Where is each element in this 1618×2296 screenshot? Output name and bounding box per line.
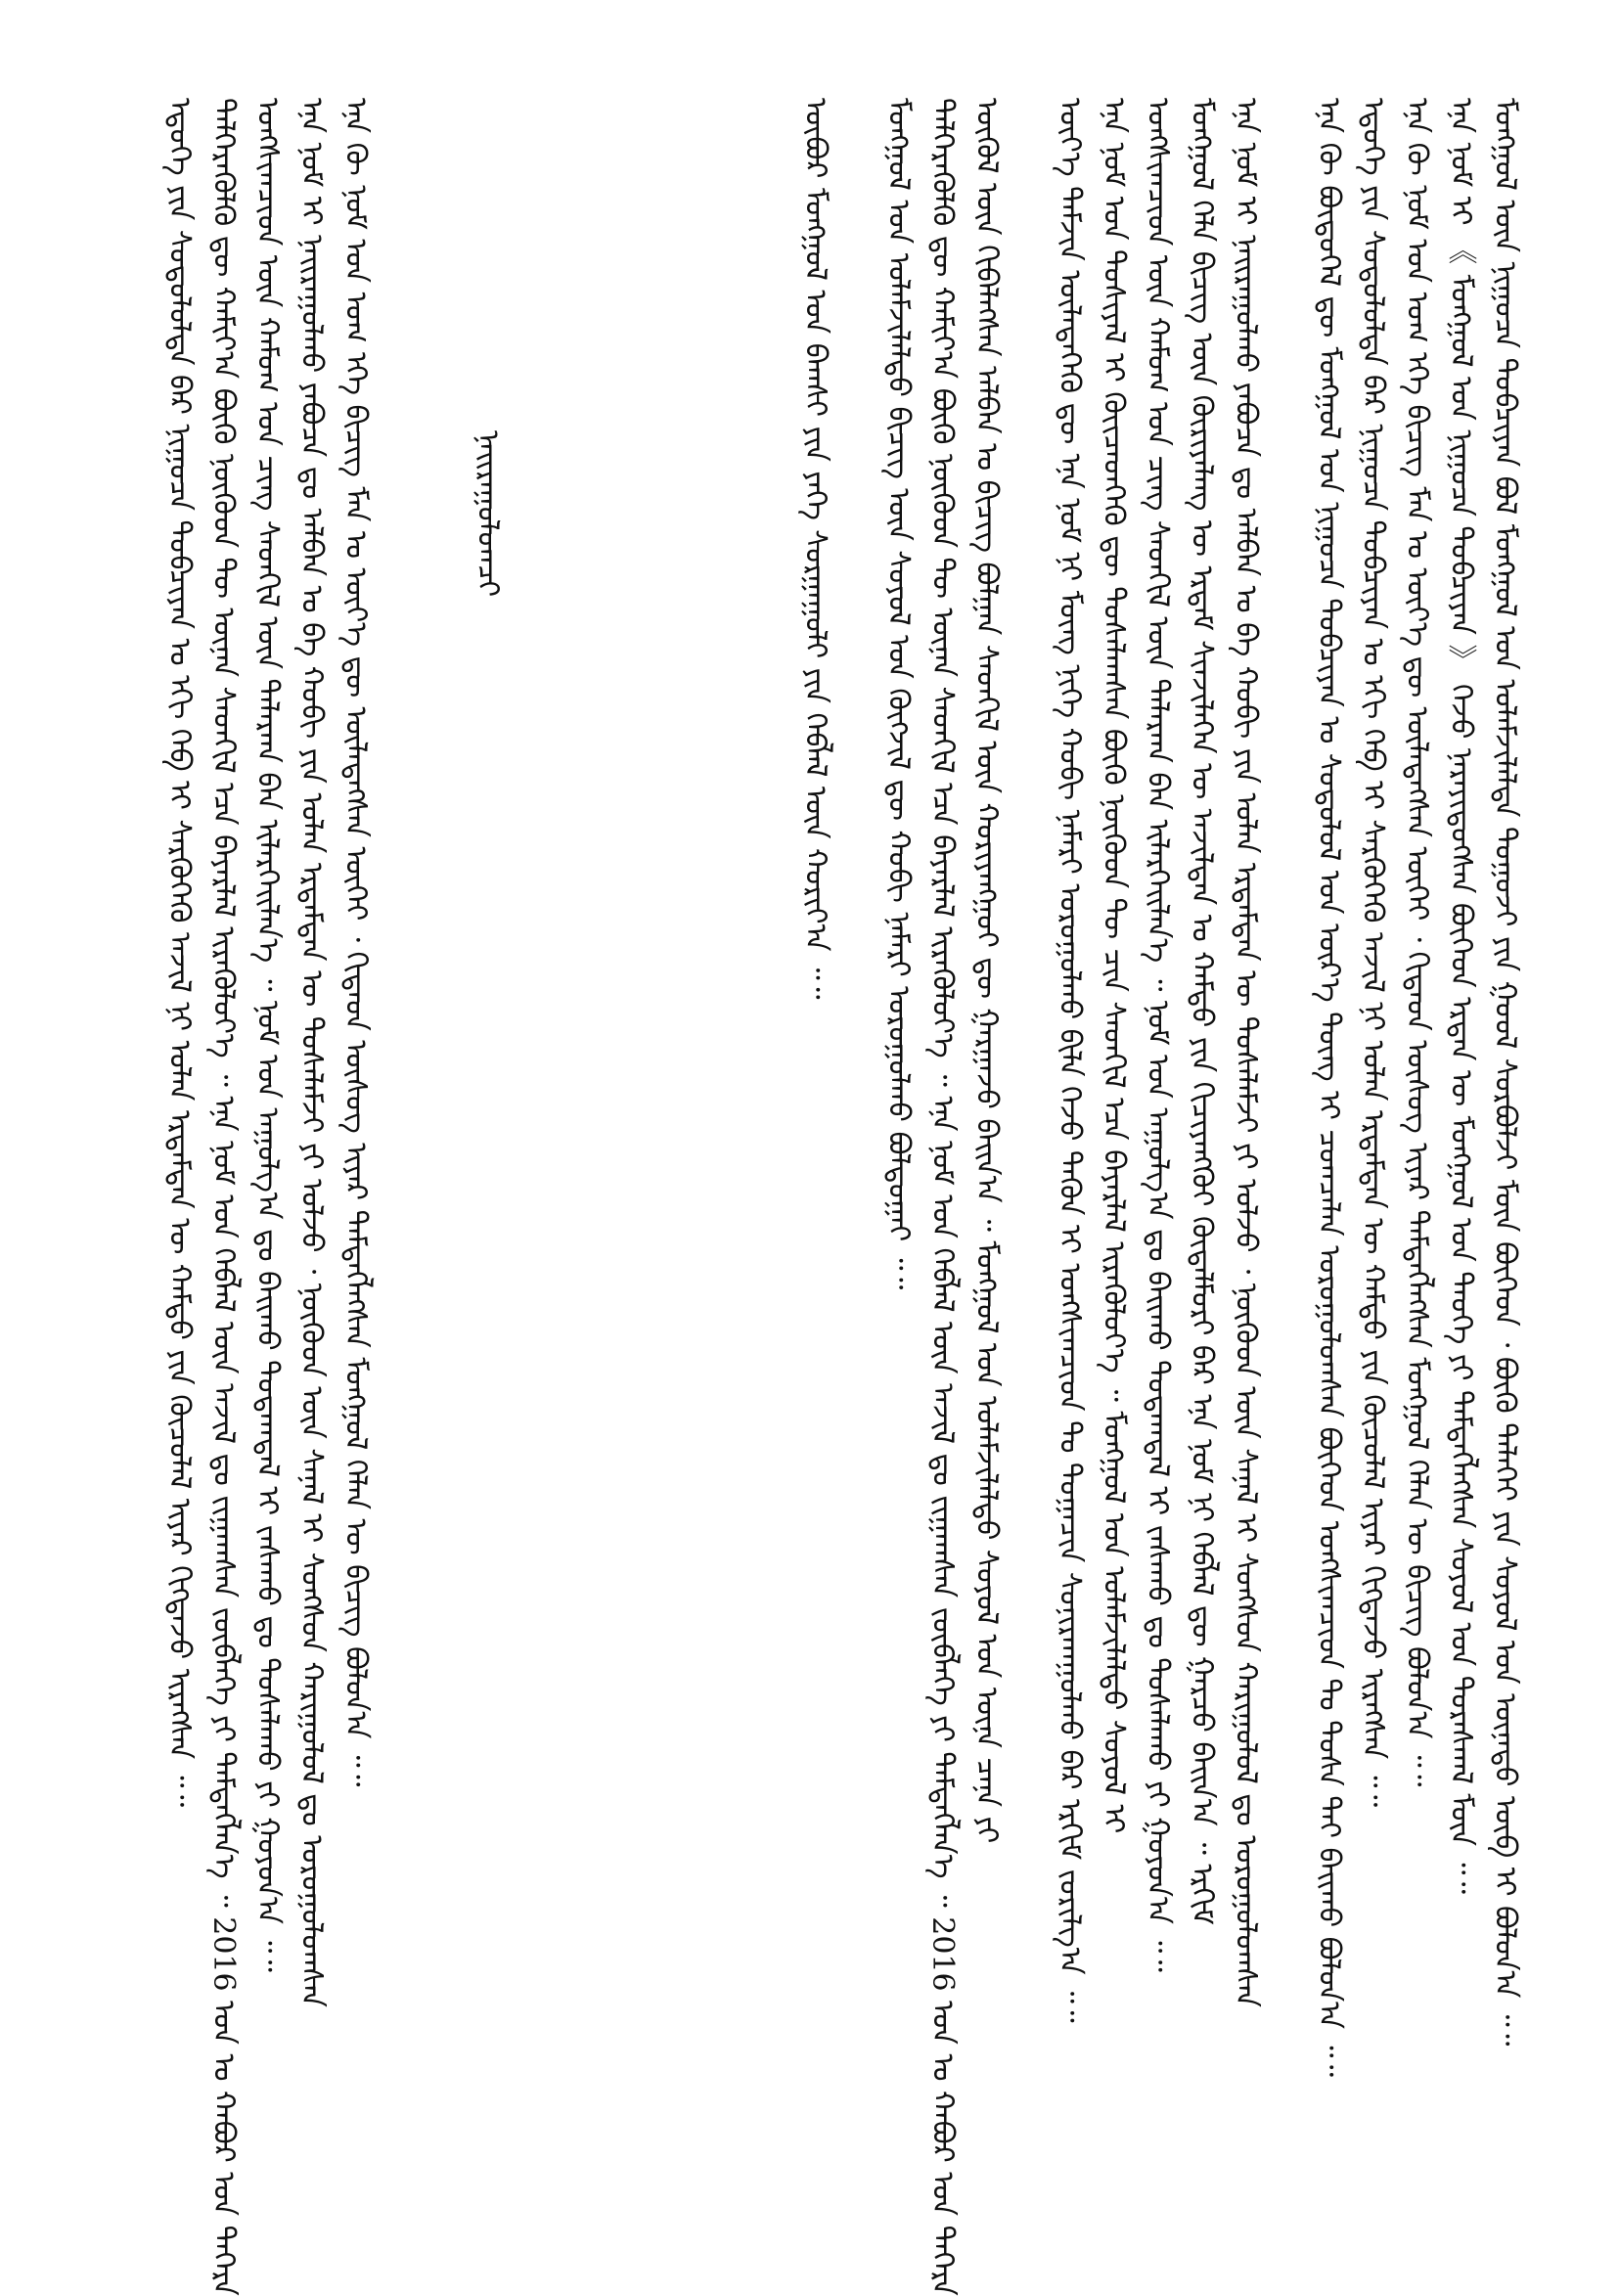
text-column (202, 98, 245, 2296)
text-column (290, 98, 333, 2221)
signature (466, 430, 509, 597)
signature-text: ᠨᠠᠢᠷᠠᠭᠤᠯᠤᠭᠴᠢ (471, 430, 505, 598)
text-column (1048, 98, 1091, 2221)
text-column (965, 98, 1008, 2221)
column-text: ᠤᠩᠰᠢᠭᠴᠢᠳ ᠦᠨ ᠬᠠᠮᠤᠭ ᠤᠨ ᠴᠢᠩ ᠰᠡᠳᠬᠢᠯ ᠦᠨ ᠲᠠᠯᠠᠷᠬᠠ ᠪᠠᠨ ᠢᠯᠡᠷᠬᠡᠢᠯᠡᠨ᠎ᠡ ᠃ ᠨᠣᠮ ᠤᠨ ᠠᠭᠤᠯᠭ᠎ᠠ ᠳᠤ ᠪᠠᠢᠬᠤ ᠳᠤᠲᠠᠭᠳᠠᠯ ᠢ ᠵᠠᠰᠠᠬᠤ ᠳᠤ ᠲᠤᠰᠠᠯᠠᠬᠤ ᠶᠢ ᠭᠤᠶᠤᠨ᠎ᠠ ᠃᠃ (250, 98, 285, 1972)
text-column (1351, 98, 1394, 2221)
text-column (876, 98, 920, 1290)
text-column (1395, 98, 1438, 1787)
column-text: ᠡᠳᠦᠭᠡ ᠶᠢᠨ ᠰᠤᠳᠤᠯᠤᠯᠲᠠ ᠪᠠᠷ ᠨᠢᠭᠤᠴᠠ ᠲᠣᠪᠴᠢᠶᠠᠨ ᠤ ᠡᠬᠢ ᠬᠡᠪ ᠢ ᠰᠡᠷᠭᠦᠭᠡᠬᠦ ᠠᠵᠢᠯ ᠨᠢ ᠣᠯᠠᠨ ᠡᠷᠳᠡᠮᠲᠡᠨ ᠦ ᠬᠠᠮᠲᠤ ᠶᠢᠨ ᠬᠦᠴᠦᠯᠡᠯ ᠢᠶᠡᠷ ᠬᠢᠭᠳᠡᠵᠦ ᠢᠷᠡᠭᠰᠡᠨ ᠃᠃ (1356, 98, 1390, 1808)
column-text: ᠡᠨᠡ ᠬᠦ ᠪᠦᠲᠦᠭᠡᠯ ᠳᠦ ᠮᠣᠩᠭᠣᠯ ᠤᠨ ᠨᠢᠭᠤᠴᠠ ᠲᠣᠪᠴᠢᠶᠠᠨ ᠤ ᠰᠤᠳᠤᠯᠤᠯ ᠤᠨ ᠦᠷ᠎ᠡ ᠳᠦᠩ ᠢ ᠴᠣᠭᠴᠠᠯᠠᠨ ᠣᠷᠤᠭᠤᠯᠤᠭᠰᠠᠨ ᠪᠥᠭᠡᠳ ᠤᠩᠰᠢᠭᠴᠢᠳ ᠲᠤ ᠲᠤᠰᠠ ᠲᠠᠢ ᠪᠠᠢᠬᠤ ᠪᠣᠯᠤᠨ᠎ᠠ ᠃᠃ (1312, 98, 1346, 2078)
column-text: ᠤᠩᠰᠢᠭᠴᠢᠳ ᠦᠨ ᠬᠠᠮᠤᠭ ᠤᠨ ᠴᠢᠩ ᠰᠡᠳᠬᠢᠯ ᠦᠨ ᠲᠠᠯᠠᠷᠬᠠ ᠪᠠᠨ ᠢᠯᠡᠷᠬᠡᠢᠯᠡᠨ᠎ᠡ ᠃ ᠨᠣᠮ ᠤᠨ ᠠᠭᠤᠯᠭ᠎ᠠ ᠳᠤ ᠪᠠᠢᠬᠤ ᠳᠤᠲᠠᠭᠳᠠᠯ ᠢ ᠵᠠᠰᠠᠬᠤ ᠳᠤ ᠲᠤᠰᠠᠯᠠᠬᠤ ᠶᠢ ᠭᠤᠶᠤᠨ᠎ᠠ ᠃᠃ (1141, 98, 1175, 1972)
column-text: ᠡᠨᠡ ᠨᠣᠮ ᠢ ᠨᠠᠢᠷᠠᠭᠤᠯᠬᠤ ᠶᠠᠪᠤᠴᠠ ᠳᠤ ᠠᠯᠪᠠᠨ ᠤ ᠪᠠ ᠬᠤᠪᠢ ᠶᠢᠨ ᠣᠯᠠᠨ ᠡᠷᠳᠡᠮᠲᠡᠨ ᠦ ᠲᠤᠰᠠᠯᠠᠮᠵᠢ ᠶᠢ ᠣᠯᠵᠤ ᠂ ᠨᠥᠬᠦᠳ ᠦᠨ ᠰᠠᠨᠠᠯ ᠢ ᠰᠣᠩᠰᠤᠨ ᠬᠠᠷᠢᠭᠤᠯᠤᠯ ᠳᠤ ᠣᠷᠤᠭᠤᠯᠤᠭᠰᠠᠨ (294, 98, 329, 2007)
column-text: ᠮᠣᠩᠭᠣᠯ ᠦᠨ ᠨᠢᠭᠤᠴᠠ ᠲᠣᠪᠴᠢᠶᠠᠨ ᠪᠣᠯ ᠮᠣᠩᠭᠣᠯ ᠤᠨ ᠤᠯᠠᠮᠵᠢᠯᠠᠯᠳᠠ ᠳᠣᠭᠣᠵᠢ ᠶᠢᠨ ᠭᠣᠣᠯ ᠰᠤᠷᠪᠤᠯᠵᠢ ᠮᠥᠨ ᠪᠥᠭᠡᠳ ᠂ ᠪᠦᠬᠦ ᠳᠡᠯᠡᠬᠡᠢ ᠶᠢᠨ ᠰᠣᠶᠣᠯ ᠤᠨ ᠦᠨᠡᠲᠦ ᠦᠪ ᠢ ᠪᠣᠯᠤᠨ᠎ᠠ ᠃᠃ (1488, 98, 1522, 2047)
column-text: ᠡᠨᠡ ᠬᠦ ᠨᠣᠮ ᠤᠨ ᠤᠭ ᠡᠬᠡ ᠪᠢᠴᠢᠭ ᠮᠠᠨ ᠤ ᠦᠶ᠎ᠡ ᠳᠦ ᠦᠯᠡᠳᠡᠭᠰᠡᠨ ᠦᠭᠡᠢ ᠂ ᠬᠢᠲᠠᠳ ᠦᠰᠦᠭ ᠢᠶᠡᠷ ᠲᠡᠮᠳᠡᠭᠯᠡᠭᠰᠡᠨ ᠮᠣᠩᠭᠣᠯ ᠬᠡᠯᠡᠨ ᠦ ᠪᠢᠴᠢᠭ ᠪᠣᠯᠤᠨ᠎ᠠ ᠃᠃ (1400, 98, 1434, 1787)
text-column (921, 98, 964, 2296)
text-column (793, 98, 836, 2221)
column-text: ᠡᠳᠦᠭᠡ ᠶᠢᠨ ᠰᠤᠳᠤᠯᠤᠯᠲᠠ ᠪᠠᠷ ᠨᠢᠭᠤᠴᠠ ᠲᠣᠪᠴᠢᠶᠠᠨ ᠤ ᠡᠬᠢ ᠬᠡᠪ ᠢ ᠰᠡᠷᠭᠦᠭᠡᠬᠦ ᠠᠵᠢᠯ ᠨᠢ ᠣᠯᠠᠨ ᠡᠷᠳᠡᠮᠲᠡᠨ ᠦ ᠬᠠᠮᠲᠤ ᠶᠢᠨ ᠬᠦᠴᠦᠯᠡᠯ ᠢᠶᠡᠷ ᠬᠢᠭᠳᠡᠵᠦ ᠢᠷᠡᠭᠰᠡᠨ ᠃᠃ (162, 98, 197, 1808)
text-column (157, 98, 201, 2221)
column-text: ᠮᠣᠩᠭᠣᠯ ᠬᠡᠯᠡ ᠪᠢᠴᠢᠭ ᠦᠨ ᠬᠦᠷᠢᠶᠡᠯᠡᠩ ᠦ ᠡᠷᠳᠡᠮ ᠰᠢᠨᠵᠢᠯᠡᠭᠡᠨ ᠦ ᠠᠵᠢᠯᠲᠠᠨ ᠤ ᠬᠠᠮᠲᠤ ᠶᠢᠨ ᠬᠢᠴᠢᠶᠡᠩᠭᠦᠢ ᠬᠥᠳᠡᠯᠮᠦᠷᠢ ᠪᠠᠷ ᠡᠨᠡ ᠨᠣᠮ ᠨᠢ ᠬᠡᠪᠯᠡᠯ ᠳᠦ ᠭᠠᠷᠴᠤ ᠪᠠᠢᠨ᠎ᠠ ᠃ ᠡᠷᠬᠢᠮ (1185, 98, 1219, 1925)
column-text: ᠳᠡᠯᠭᠡᠷᠡᠭᠦᠯᠬᠦ ᠳᠦ ᠬᠠᠮᠢᠶ᠎ᠠ ᠪᠦᠬᠦ ᠨᠥᠬᠦᠳ ᠲᠦ ᠦᠨᠡᠨ ᠰᠡᠳᠬᠢᠯ ᠡᠴᠡ ᠪᠠᠶᠠᠷᠯᠠᠯ ᠢᠷᠡᠭᠦᠯᠦᠶ᠎ᠡ ᠃ ᠡᠨᠡ ᠨᠣᠮ ᠤᠨ ᠬᠡᠪᠯᠡᠯ ᠦᠨ ᠠᠵᠢᠯ ᠳᠤ ᠵᠢᠭᠠᠭᠰᠠᠨ ᠵᠥᠪᠯᠡᠭᠡ ᠶᠢ ᠲᠡᠮᠳᠡᠭᠯᠡᠨ᠎ᠡ ᠃ 2016 ᠣᠨ ᠤ ᠬᠠᠪᠤᠷ ᠤᠨ ᠳᠡᠭᠡᠷᠡ (925, 98, 960, 2296)
text-column (1307, 98, 1350, 2078)
column-text: ᠦᠶ᠎ᠡ ᠳᠠᠮᠵᠢᠨ ᠦᠯᠡᠳᠡᠭᠡᠬᠦ ᠳᠦ ᠡᠨᠡ ᠨᠣᠮ ᠨᠢ ᠮᠥᠩ ᠨᠢᠭᠡ ᠬᠤᠪᠢ ᠨᠡᠮᠡᠷᠢ ᠣᠷᠤᠭᠤᠯᠬᠤ ᠪᠢᠯᠡ ᠭᠡᠵᠦ ᠲᠡᠭᠦᠨ ᠢ ᠤᠩᠰᠢᠭᠴᠢᠳ ᠲᠤ ᠲᠣᠭᠠᠴᠢᠨ ᠰᠣᠨᠢᠷᠬᠠᠭᠤᠯᠬᠤ ᠪᠠᠷ ᠡᠷᠬᠢᠮ ᠵᠣᠷᠢᠯᠭ᠎ᠠ ᠃᠃ (1053, 98, 1087, 2023)
text-column (246, 98, 289, 2221)
column-text: ᠦᠬᠦᠯ ᠦᠨ ᠬᠢᠪᠡᠯᠡᠭᠰᠡᠨ ᠠᠯᠪᠠᠨ ᠤ ᠪᠢᠴᠢᠭ ᠪᠣᠯᠭᠠᠨ ᠰᠡᠳᠬᠢᠯ ᠦᠨ ᠬᠣᠷᠢᠶᠠᠩᠭᠤᠢ ᠳᠦ ᠭᠠᠷᠭᠠᠵᠤ ᠪᠠᠢᠨ᠎ᠠ ᠃ ᠮᠣᠩᠭᠣᠯ ᠤᠨ ᠤᠯᠠᠮᠵᠢᠯᠠᠯᠲᠤ ᠰᠣᠶᠣᠯ ᠤᠨ ᠦᠨᠡ ᠴᠡᠨᠡ ᠶᠢ (969, 98, 1004, 1844)
text-column (1224, 98, 1267, 2221)
column-text: ᠮᠣᠩᠭᠣᠯ ᠤᠨ ᠤᠯᠠᠮᠵᠢᠯᠠᠯᠲᠤ ᠪᠢᠴᠢᠭ ᠦᠨ ᠰᠣᠶᠣᠯ ᠤᠨ ᠬᠥᠭᠵᠢᠯ ᠳᠦ ᠬᠤᠪᠢ ᠨᠡᠮᠡᠷᠢ ᠣᠷᠤᠭᠤᠯᠬᠤ ᠪᠣᠯᠲᠤᠭᠠᠢ ᠃᠃ (881, 98, 916, 1290)
text-column (1136, 98, 1179, 2221)
column-text: ᠡᠨᠡ ᠨᠣᠮ ᠢ ᠨᠠᠢᠷᠠᠭᠤᠯᠬᠤ ᠶᠠᠪᠤᠴᠠ ᠳᠤ ᠠᠯᠪᠠᠨ ᠤ ᠪᠠ ᠬᠤᠪᠢ ᠶᠢᠨ ᠣᠯᠠᠨ ᠡᠷᠳᠡᠮᠲᠡᠨ ᠦ ᠲᠤᠰᠠᠯᠠᠮᠵᠢ ᠶᠢ ᠣᠯᠵᠤ ᠂ ᠨᠥᠬᠦᠳ ᠦᠨ ᠰᠠᠨᠠᠯ ᠢ ᠰᠣᠩᠰᠤᠨ ᠬᠠᠷᠢᠭᠤᠯᠤᠯ ᠳᠤ ᠣᠷᠤᠭᠤᠯᠤᠭᠰᠠᠨ (1229, 98, 1263, 2007)
column-text: ᠡᠨᠡ ᠨᠣᠮ ᠤᠨ ᠲᠤᠰᠢᠶᠠᠯ ᠢ ᠭᠦᠢᠴᠡᠳᠬᠡᠬᠦ ᠳᠦ ᠲᠤᠰᠠᠯᠠᠭᠰᠠᠨ ᠪᠦᠬᠦ ᠨᠥᠬᠦᠳ ᠲᠦ ᠴᠢᠨ ᠰᠡᠳᠬᠢᠯ ᠡᠴᠡ ᠪᠠᠶᠠᠷᠯᠠᠯ ᠢᠷᠡᠭᠦᠯᠦᠶ᠎ᠡ ᠃ ᠮᠣᠩᠭᠣᠯ ᠤᠨ ᠤᠯᠠᠮᠵᠢᠯᠠᠯᠲᠤ ᠰᠣᠶᠣᠯ ᠢ (1097, 98, 1131, 1834)
text-column (1180, 98, 1223, 2221)
text-column (1483, 98, 1526, 2047)
column-text: ᠡᠨᠡ ᠨᠣᠮ ᠢ 《 ᠮᠣᠩᠭᠣᠯ ᠤᠨ ᠨᠢᠭᠤᠴᠠ ᠲᠣᠪᠴᠢᠶᠠᠨ 》 ᠭᠡᠵᠦ ᠨᠡᠷᠡᠶᠢᠳᠦᠭᠰᠡᠨ ᠪᠥᠭᠡᠳ ᠡᠷᠲᠡᠨ ᠦ ᠮᠣᠩᠭᠣᠯ ᠤᠨ ᠲᠡᠦᠬᠡ ᠶᠢ ᠲᠡᠮᠳᠡᠭᠯᠡᠭᠰᠡᠨ ᠰᠣᠶᠣᠯ ᠤᠨ ᠳᠤᠷᠠᠰᠬᠠᠯ ᠮᠥᠨ ᠃᠃ (1444, 98, 1478, 1895)
text-column (1439, 98, 1482, 2221)
column-text: ᠳᠡᠯᠭᠡᠷᠡᠭᠦᠯᠬᠦ ᠳᠦ ᠬᠠᠮᠢᠶ᠎ᠠ ᠪᠦᠬᠦ ᠨᠥᠬᠦᠳ ᠲᠦ ᠦᠨᠡᠨ ᠰᠡᠳᠬᠢᠯ ᠡᠴᠡ ᠪᠠᠶᠠᠷᠯᠠᠯ ᠢᠷᠡᠭᠦᠯᠦᠶ᠎ᠡ ᠃ ᠡᠨᠡ ᠨᠣᠮ ᠤᠨ ᠬᠡᠪᠯᠡᠯ ᠦᠨ ᠠᠵᠢᠯ ᠳᠤ ᠵᠢᠭᠠᠭᠰᠠᠨ ᠵᠥᠪᠯᠡᠭᠡ ᠶᠢ ᠲᠡᠮᠳᠡᠭᠯᠡᠨ᠎ᠡ ᠃ 2016 ᠣᠨ ᠤ ᠬᠠᠪᠤᠷ ᠤᠨ ᠳᠡᠭᠡᠷᠡ (206, 98, 241, 2296)
text-column (1092, 98, 1135, 2221)
column-text: ᠦᠪᠦᠷ ᠮᠣᠩᠭᠣᠯ ᠤᠨ ᠪᠠᠭᠰᠢ ᠶᠢᠨ ᠶᠡᠬᠡ ᠰᠤᠷᠭᠠᠭᠤᠯᠢ ᠶᠢᠨ ᠬᠡᠪᠯᠡᠯ ᠦᠨ ᠬᠣᠷᠢᠶ᠎ᠠ ᠃᠃ (798, 98, 832, 1000)
text-column (334, 98, 377, 1787)
column-text: ᠡᠨᠡ ᠬᠦ ᠨᠣᠮ ᠤᠨ ᠤᠭ ᠡᠬᠡ ᠪᠢᠴᠢᠭ ᠮᠠᠨ ᠤ ᠦᠶ᠎ᠡ ᠳᠦ ᠦᠯᠡᠳᠡᠭᠰᠡᠨ ᠦᠭᠡᠢ ᠂ ᠬᠢᠲᠠᠳ ᠦᠰᠦᠭ ᠢᠶᠡᠷ ᠲᠡᠮᠳᠡᠭᠯᠡᠭᠰᠡᠨ ᠮᠣᠩᠭᠣᠯ ᠬᠡᠯᠡᠨ ᠦ ᠪᠢᠴᠢᠭ ᠪᠣᠯᠤᠨ᠎ᠠ ᠃᠃ (338, 98, 373, 1787)
